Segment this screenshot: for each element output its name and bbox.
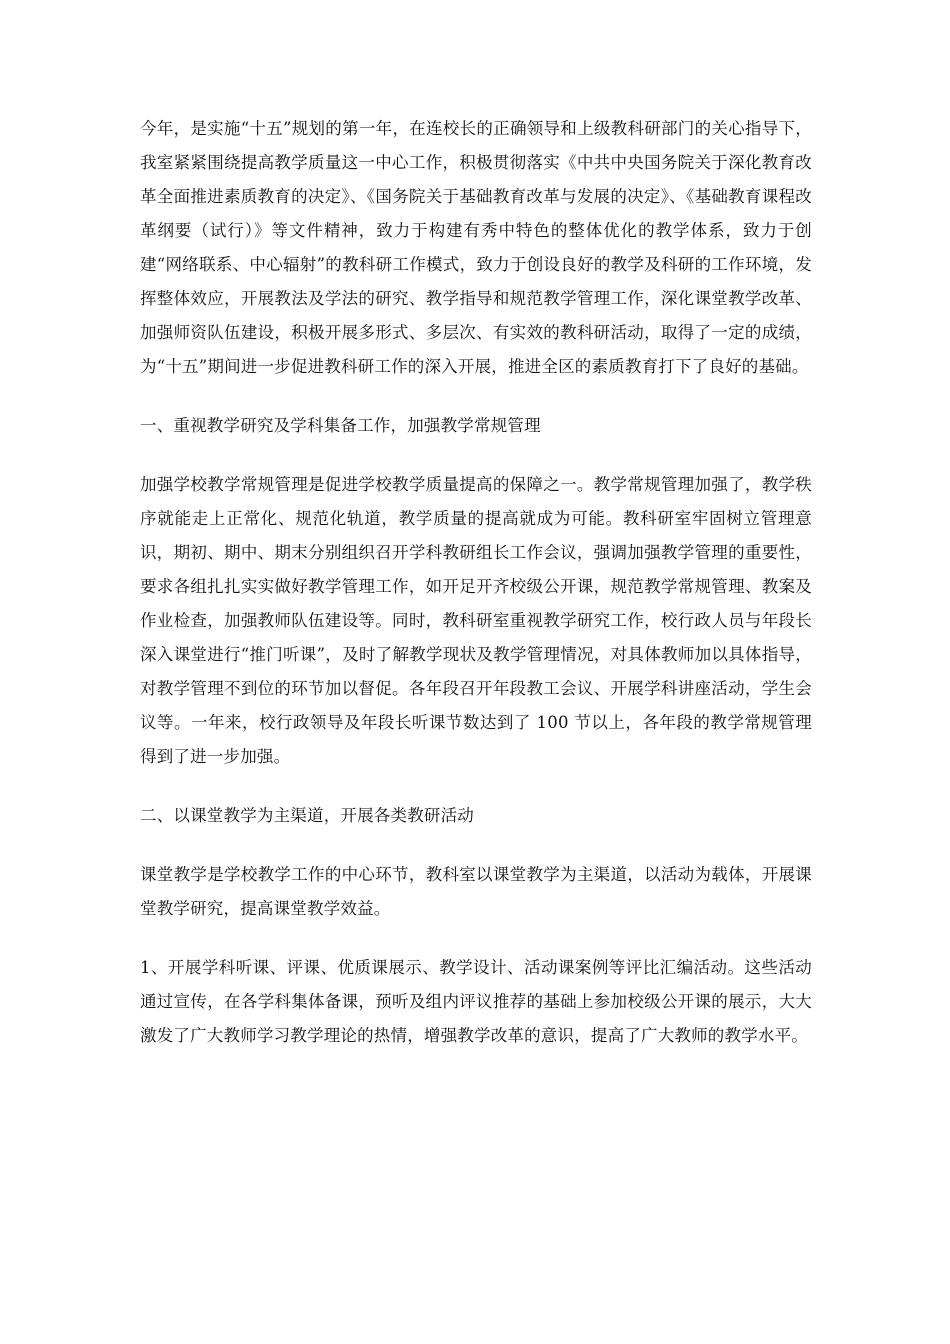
section-2-item-1-paragraph: 1、开展学科听课、评课、优质课展示、教学设计、活动课案例等评比汇编活动。这些活动通过宣传，在各学科集体备课，预听及组内评议推荐的基础上参加校级公开课的展示，大大激发了广大教师学习教学理论的热情，增强教学改革的意识，提高了广大教师的教学水平。 <box>140 958 812 1045</box>
document-body <box>140 112 812 1078</box>
section-heading-1: 一、重视教学研究及学科集备工作，加强教学常规管理 <box>140 416 541 435</box>
section-1-paragraph: 加强学校教学常规管理是促进学校教学质量提高的保障之一。教学常规管理加强了，教学秩序就能走上正常化、规范化轨道，教学质量的提高就成为可能。教科研室牢固树立管理意识，期初、期中、期末分别组织召开学科教研组长工作会议，强调加强教学管理的重要性，要求各组扎扎实实做好教学管理工作，如开足开齐校级公开课，规范教学常规管理、教案及作业检查，加强教师队伍建设等。同时，教科研室重视教学研究工作，校行政人员与年段长深入课堂进行“推门听课”，及时了解教学现状及教学管理情况，对具体教师加以具体指导，对教学管理不到位的环节加以督促。各年段召开年段教工会议、开展学科讲座活动，学生会议等。一年来，校行政领导及年段长听课节数达到了 100 节以上，各年段的教学常规管理得到了进一步加强。 <box>140 475 812 766</box>
section-heading-2: 二、以课堂教学为主渠道，开展各类教研活动 <box>140 806 474 825</box>
intro-paragraph: 今年，是实施“十五”规划的第一年，在连校长的正确领导和上级教科研部门的关心指导下，我室紧紧围绕提高教学质量这一中心工作，积极贯彻落实《中共中央国务院关于深化教育改革全面推进素质教育的决定》、《国务院关于基础教育改革与发展的决定》、《基础教育课程改革纲要（试行）》等文件精神，致力于构建有秀中特色的整体优化的教学体系，致力于创建“网络联系、中心辐射”的教科研工作模式，致力于创设良好的教学及科研的工作环境，发挥整体效应，开展教法及学法的研究、教学指导和规范教学管理工作，深化课堂教学改革、加强师资队伍建设，积极开展多形式、多层次、有实效的教科研活动，取得了一定的成绩，为“十五”期间进一步促进教科研工作的深入开展，推进全区的素质教育打下了良好的基础。 <box>140 119 812 376</box>
section-2-paragraph: 课堂教学是学校教学工作的中心环节，教科室以课堂教学为主渠道，以活动为载体，开展课堂教学研究，提高课堂教学效益。 <box>140 865 812 918</box>
